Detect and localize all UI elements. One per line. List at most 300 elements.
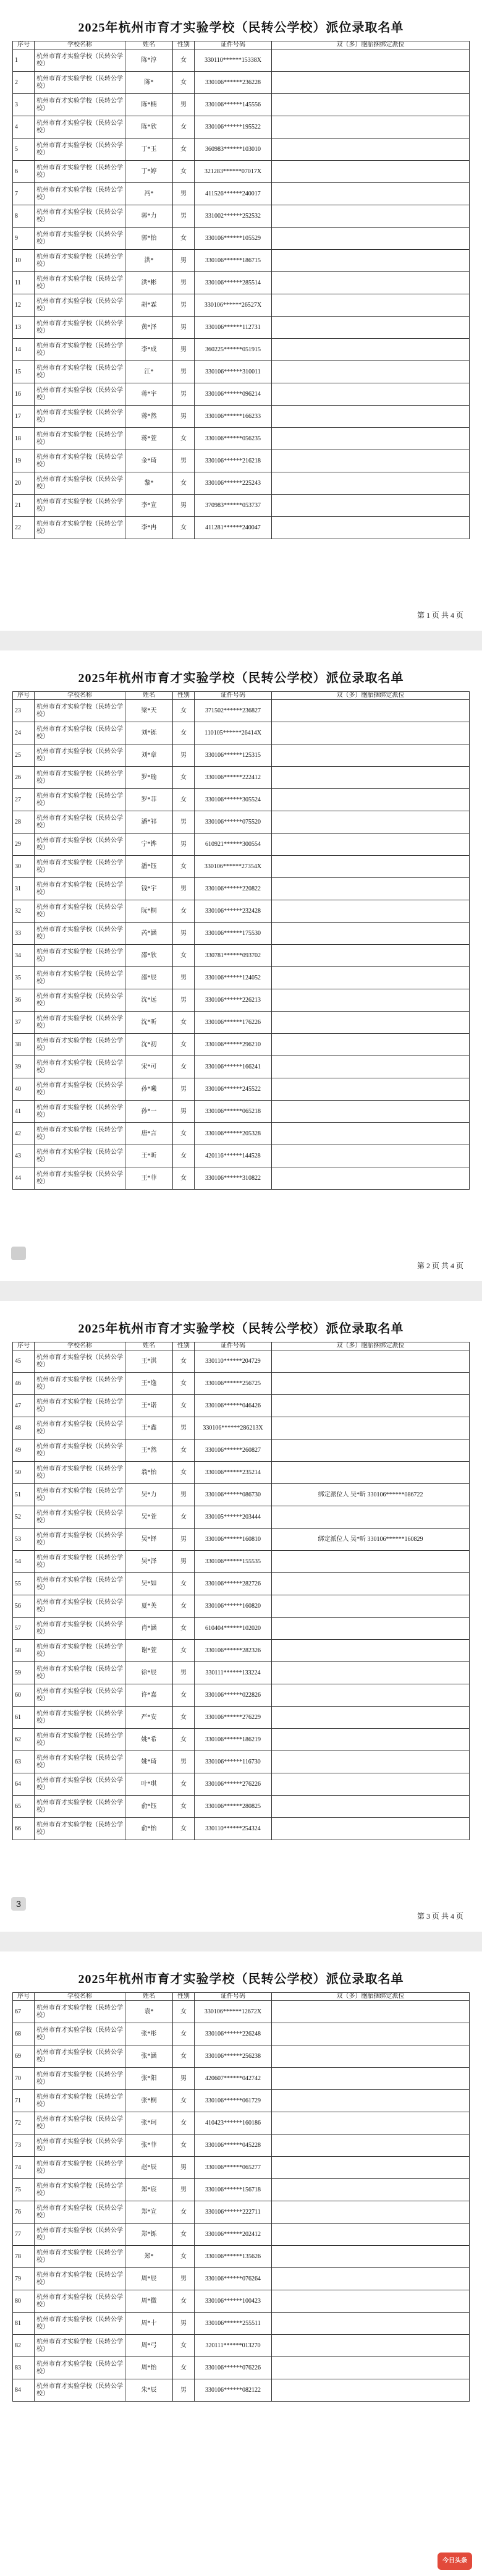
row-index: 84: [13, 2379, 35, 2402]
row-gender: 女: [173, 1123, 195, 1145]
row-gender: 女: [173, 1595, 195, 1618]
table-row: [13, 1595, 470, 1618]
row-gender: 女: [173, 1350, 195, 1373]
row-school: 杭州市育才实验学校（民转公学校）: [35, 2224, 125, 2246]
row-school: 杭州市育才实验学校（民转公学校）: [35, 1034, 125, 1056]
row-gender: 男: [173, 383, 195, 406]
row-twin-binding: [272, 2135, 470, 2157]
row-gender: 男: [173, 967, 195, 989]
row-index: 81: [13, 2313, 35, 2335]
row-school: 杭州市育才实验学校（民转公学校）: [35, 517, 125, 539]
header-index: 序号: [13, 41, 35, 49]
header-gender: 性别: [173, 1993, 195, 2001]
table-row: [13, 1395, 470, 1417]
row-school: 杭州市育才实验学校（民转公学校）: [35, 1056, 125, 1078]
row-twin-binding: [272, 339, 470, 361]
row-gender: 男: [173, 1101, 195, 1123]
row-gender: 男: [173, 294, 195, 317]
row-index: 55: [13, 1573, 35, 1595]
table-header-row: [13, 692, 470, 700]
row-name: 赵*辰: [125, 2157, 173, 2179]
page-badge[interactable]: [11, 1247, 26, 1260]
row-twin-binding: [272, 900, 470, 923]
row-id-number: 330106******202412: [195, 2224, 272, 2246]
row-index: 31: [13, 878, 35, 900]
header-school: 学校名称: [35, 41, 125, 49]
row-name: 王*鑫: [125, 1417, 173, 1439]
row-id-number: 610404******102020: [195, 1618, 272, 1640]
row-school: 杭州市育才实验学校（民转公学校）: [35, 49, 125, 72]
header-name: 姓名: [125, 1342, 173, 1350]
row-gender: 女: [173, 1034, 195, 1056]
row-index: 17: [13, 406, 35, 428]
row-id-number: 330106******256725: [195, 1373, 272, 1395]
header-index: 序号: [13, 692, 35, 700]
row-name: 王*然: [125, 1439, 173, 1462]
header-gender: 性别: [173, 1342, 195, 1350]
row-gender: 男: [173, 1662, 195, 1684]
row-gender: 女: [173, 161, 195, 183]
table-header-row: [13, 1342, 470, 1350]
table-row: [13, 450, 470, 472]
row-name: 沈*远: [125, 989, 173, 1012]
table-row: [13, 1145, 470, 1167]
row-id-number: 330106******135626: [195, 2246, 272, 2268]
row-id-number: 330106******222711: [195, 2201, 272, 2224]
table-row: [13, 2313, 470, 2335]
row-twin-binding: [272, 2268, 470, 2290]
row-id-number: 330106******076264: [195, 2268, 272, 2290]
row-gender: 女: [173, 1773, 195, 1796]
row-id-number: 330106******186715: [195, 250, 272, 272]
row-name: 王*诺: [125, 1395, 173, 1417]
row-school: 杭州市育才实验学校（民转公学校）: [35, 2335, 125, 2357]
row-twin-binding: [272, 1101, 470, 1123]
row-id-number: 330106******160820: [195, 1595, 272, 1618]
row-school: 杭州市育才实验学校（民转公学校）: [35, 361, 125, 383]
header-id-number: 证件号码: [195, 1993, 272, 2001]
row-index: 56: [13, 1595, 35, 1618]
table-row: [13, 1729, 470, 1751]
row-twin-binding: [272, 1773, 470, 1796]
row-school: 杭州市育才实验学校（民转公学校）: [35, 878, 125, 900]
row-index: 44: [13, 1167, 35, 1190]
roster-table: [12, 41, 470, 539]
row-school: 杭州市育才实验学校（民转公学校）: [35, 2045, 125, 2068]
row-index: 24: [13, 722, 35, 744]
row-twin-binding: [272, 1751, 470, 1773]
table-row: [13, 1551, 470, 1573]
row-twin-binding: [272, 945, 470, 967]
row-name: 郑*: [125, 2246, 173, 2268]
row-name: 吴*萱: [125, 1506, 173, 1529]
table-row: [13, 517, 470, 539]
row-id-number: 411281******240047: [195, 517, 272, 539]
row-index: 43: [13, 1145, 35, 1167]
row-index: 13: [13, 317, 35, 339]
row-school: 杭州市育才实验学校（民转公学校）: [35, 250, 125, 272]
row-school: 杭州市育才实验学校（民转公学校）: [35, 1439, 125, 1462]
row-school: 杭州市育才实验学校（民转公学校）: [35, 2268, 125, 2290]
row-twin-binding: [272, 228, 470, 250]
row-index: 34: [13, 945, 35, 967]
row-school: 杭州市育才实验学校（民转公学校）: [35, 116, 125, 139]
row-gender: 女: [173, 517, 195, 539]
row-gender: 女: [173, 767, 195, 789]
row-name: 俞*怡: [125, 1818, 173, 1840]
row-id-number: 330781******093702: [195, 945, 272, 967]
row-name: 吴*泽: [125, 1551, 173, 1573]
row-name: 邵*欣: [125, 945, 173, 967]
table-row: [13, 139, 470, 161]
row-school: 杭州市育才实验学校（民转公学校）: [35, 1373, 125, 1395]
row-name: 阮*桐: [125, 900, 173, 923]
row-id-number: 330106******116730: [195, 1751, 272, 1773]
row-school: 杭州市育才实验学校（民转公学校）: [35, 1618, 125, 1640]
row-id-number: 330106******195522: [195, 116, 272, 139]
row-school: 杭州市育才实验学校（民转公学校）: [35, 339, 125, 361]
row-name: 李*冉: [125, 517, 173, 539]
row-gender: 女: [173, 472, 195, 495]
row-gender: 女: [173, 789, 195, 811]
header-gender: 性别: [173, 692, 195, 700]
row-index: 69: [13, 2045, 35, 2068]
row-school: 杭州市育才实验学校（民转公学校）: [35, 1167, 125, 1190]
row-name: 周*辰: [125, 2268, 173, 2290]
row-id-number: 110105******26414X: [195, 722, 272, 744]
row-twin-binding: [272, 317, 470, 339]
row-twin-binding: [272, 1034, 470, 1056]
row-school: 杭州市育才实验学校（民转公学校）: [35, 1773, 125, 1796]
row-id-number: 330111******133224: [195, 1662, 272, 1684]
row-id-number: 330106******166241: [195, 1056, 272, 1078]
table-row: [13, 2224, 470, 2246]
row-id-number: 360225******051915: [195, 339, 272, 361]
row-school: 杭州市育才实验学校（民转公学校）: [35, 967, 125, 989]
table-header-row: [13, 1993, 470, 2001]
row-gender: 男: [173, 811, 195, 834]
table-row: [13, 228, 470, 250]
row-index: 23: [13, 700, 35, 722]
row-twin-binding: [272, 1167, 470, 1190]
row-name: 周*弓: [125, 2335, 173, 2357]
row-index: 73: [13, 2135, 35, 2157]
row-school: 杭州市育才实验学校（民转公学校）: [35, 139, 125, 161]
row-twin-binding: [272, 1618, 470, 1640]
table-row: [13, 1506, 470, 1529]
header-school: 学校名称: [35, 1342, 125, 1350]
row-school: 杭州市育才实验学校（民转公学校）: [35, 1123, 125, 1145]
row-school: 杭州市育才实验学校（民转公学校）: [35, 2135, 125, 2157]
row-school: 杭州市育才实验学校（民转公学校）: [35, 1529, 125, 1551]
row-twin-binding: [272, 139, 470, 161]
row-school: 杭州市育才实验学校（民转公学校）: [35, 2313, 125, 2335]
page-footer: 第 1 页 共 4 页: [416, 611, 463, 620]
row-name: 张*菲: [125, 2135, 173, 2157]
row-index: 3: [13, 94, 35, 116]
row-index: 57: [13, 1618, 35, 1640]
row-index: 18: [13, 428, 35, 450]
table-row: [13, 49, 470, 72]
row-name: 丁*玉: [125, 139, 173, 161]
row-id-number: 321283******07017X: [195, 161, 272, 183]
table-header-row: [13, 41, 470, 49]
row-index: 72: [13, 2112, 35, 2135]
table-row: [13, 1439, 470, 1462]
table-row: [13, 1818, 470, 1840]
row-twin-binding: [272, 2313, 470, 2335]
row-school: 杭州市育才实验学校（民转公学校）: [35, 1662, 125, 1684]
row-index: 63: [13, 1751, 35, 1773]
table-row: [13, 1707, 470, 1729]
row-id-number: 320111******013270: [195, 2335, 272, 2357]
row-name: 唐*言: [125, 1123, 173, 1145]
row-id-number: 330106******156718: [195, 2179, 272, 2201]
row-name: 肖*涵: [125, 1618, 173, 1640]
row-twin-binding: [272, 1056, 470, 1078]
table-row: [13, 1618, 470, 1640]
row-twin-binding: [272, 406, 470, 428]
row-name: 郭*力: [125, 205, 173, 228]
table-row: [13, 183, 470, 205]
page-title: 2025年杭州市育才实验学校（民转公学校）派位录取名单: [78, 21, 404, 35]
row-gender: 男: [173, 450, 195, 472]
row-name: 黎*: [125, 472, 173, 495]
row-school: 杭州市育才实验学校（民转公学校）: [35, 744, 125, 767]
row-gender: 男: [173, 361, 195, 383]
row-index: 25: [13, 744, 35, 767]
row-gender: 女: [173, 2045, 195, 2068]
document-page-4: [0, 1951, 482, 2576]
row-school: 杭州市育才实验学校（民转公学校）: [35, 1078, 125, 1101]
row-school: 杭州市育才实验学校（民转公学校）: [35, 1012, 125, 1034]
table-row: [13, 361, 470, 383]
table-row: [13, 1684, 470, 1707]
row-index: 15: [13, 361, 35, 383]
table-row: [13, 1662, 470, 1684]
table-row: [13, 161, 470, 183]
row-gender: 女: [173, 1796, 195, 1818]
table-row: [13, 1078, 470, 1101]
row-name: 沈*初: [125, 1034, 173, 1056]
row-index: 40: [13, 1078, 35, 1101]
row-school: 杭州市育才实验学校（民转公学校）: [35, 945, 125, 967]
row-id-number: 420116******144528: [195, 1145, 272, 1167]
table-row: [13, 250, 470, 272]
row-id-number: 330106******27354X: [195, 856, 272, 878]
table-row: [13, 1751, 470, 1773]
row-twin-binding: [272, 2379, 470, 2402]
row-school: 杭州市育才实验学校（民转公学校）: [35, 1350, 125, 1373]
row-id-number: 330106******255511: [195, 2313, 272, 2335]
table-row: [13, 2379, 470, 2402]
row-name: 丁*婷: [125, 161, 173, 183]
row-id-number: 330106******282326: [195, 1640, 272, 1662]
row-twin-binding: [272, 1395, 470, 1417]
table-row: [13, 811, 470, 834]
row-school: 杭州市育才实验学校（民转公学校）: [35, 472, 125, 495]
row-id-number: 330105******203444: [195, 1506, 272, 1529]
row-gender: 女: [173, 1640, 195, 1662]
header-name: 姓名: [125, 1993, 173, 2001]
row-index: 5: [13, 139, 35, 161]
row-name: 蒋*然: [125, 406, 173, 428]
header-id-number: 证件号码: [195, 692, 272, 700]
row-school: 杭州市育才实验学校（民转公学校）: [35, 94, 125, 116]
row-twin-binding: [272, 1684, 470, 1707]
row-school: 杭州市育才实验学校（民转公学校）: [35, 2001, 125, 2023]
row-twin-binding: [272, 923, 470, 945]
row-id-number: 331002******252532: [195, 205, 272, 228]
watermark-logo: 今日头条: [438, 2553, 472, 2570]
table-row: [13, 722, 470, 744]
table-row: [13, 1034, 470, 1056]
row-gender: 女: [173, 2001, 195, 2023]
header-school: 学校名称: [35, 1993, 125, 2001]
row-gender: 男: [173, 183, 195, 205]
row-twin-binding: [272, 2357, 470, 2379]
row-id-number: 330106******305524: [195, 789, 272, 811]
row-index: 62: [13, 1729, 35, 1751]
row-twin-binding: [272, 2023, 470, 2045]
table-row: [13, 1373, 470, 1395]
row-gender: 男: [173, 989, 195, 1012]
row-school: 杭州市育才实验学校（民转公学校）: [35, 2023, 125, 2045]
row-twin-binding: [272, 1551, 470, 1573]
row-school: 杭州市育才实验学校（民转公学校）: [35, 317, 125, 339]
table-row: [13, 294, 470, 317]
row-twin-binding: [272, 1373, 470, 1395]
row-index: 38: [13, 1034, 35, 1056]
page-separator: [0, 631, 482, 650]
row-twin-binding: [272, 1145, 470, 1167]
row-twin-binding: [272, 1123, 470, 1145]
row-twin-binding: [272, 1439, 470, 1462]
row-twin-binding: [272, 700, 470, 722]
row-id-number: 330106******310822: [195, 1167, 272, 1190]
row-gender: 女: [173, 1395, 195, 1417]
row-index: 20: [13, 472, 35, 495]
row-index: 8: [13, 205, 35, 228]
row-gender: 男: [173, 1484, 195, 1506]
row-name: 洪*彬: [125, 272, 173, 294]
row-index: 58: [13, 1640, 35, 1662]
header-twin-binding: 双（多）胞胎捆绑定派位: [272, 1342, 470, 1350]
row-name: 姚*琦: [125, 1751, 173, 1773]
row-name: 潘*祁: [125, 811, 173, 834]
row-twin-binding: [272, 2090, 470, 2112]
row-school: 杭州市育才实验学校（民转公学校）: [35, 1506, 125, 1529]
table-row: [13, 383, 470, 406]
row-twin-binding: [272, 1595, 470, 1618]
row-name: 夏*芙: [125, 1595, 173, 1618]
row-index: 67: [13, 2001, 35, 2023]
row-id-number: 330106******145556: [195, 94, 272, 116]
row-twin-binding: [272, 116, 470, 139]
row-gender: 女: [173, 139, 195, 161]
row-id-number: 330106******096214: [195, 383, 272, 406]
row-name: 姚*希: [125, 1729, 173, 1751]
row-name: 俞*钰: [125, 1796, 173, 1818]
row-gender: 女: [173, 722, 195, 744]
row-id-number: 330106******045228: [195, 2135, 272, 2157]
row-twin-binding: [272, 2001, 470, 2023]
row-school: 杭州市育才实验学校（民转公学校）: [35, 450, 125, 472]
row-id-number: 330106******056235: [195, 428, 272, 450]
row-school: 杭州市育才实验学校（民转公学校）: [35, 1462, 125, 1484]
row-twin-binding: 绑定派位人 吴*昕 330106******086722: [272, 1484, 470, 1506]
table-row: [13, 945, 470, 967]
row-id-number: 330106******186219: [195, 1729, 272, 1751]
table-row: [13, 700, 470, 722]
row-index: 26: [13, 767, 35, 789]
table-row: [13, 878, 470, 900]
row-id-number: 330110******15338X: [195, 49, 272, 72]
row-index: 49: [13, 1439, 35, 1462]
row-index: 66: [13, 1818, 35, 1840]
row-twin-binding: [272, 811, 470, 834]
row-name: 严*安: [125, 1707, 173, 1729]
row-id-number: 330106******205328: [195, 1123, 272, 1145]
table-row: [13, 2112, 470, 2135]
row-id-number: 330106******232428: [195, 900, 272, 923]
row-id-number: 330106******286213X: [195, 1417, 272, 1439]
row-school: 杭州市育才实验学校（民转公学校）: [35, 383, 125, 406]
row-name: 张*珂: [125, 2112, 173, 2135]
header-id-number: 证件号码: [195, 41, 272, 49]
row-gender: 男: [173, 2379, 195, 2402]
page-separator: [0, 1281, 482, 1301]
row-name: 袁*: [125, 2001, 173, 2023]
row-name: 洪*: [125, 250, 173, 272]
row-gender: 男: [173, 878, 195, 900]
table-row: [13, 1123, 470, 1145]
table-row: [13, 2246, 470, 2268]
page-badge[interactable]: 3: [11, 1897, 26, 1911]
row-id-number: 610921******300554: [195, 834, 272, 856]
header-school: 学校名称: [35, 692, 125, 700]
table-row: [13, 72, 470, 94]
row-name: 郭*怡: [125, 228, 173, 250]
row-id-number: 330106******065218: [195, 1101, 272, 1123]
row-school: 杭州市育才实验学校（民转公学校）: [35, 722, 125, 744]
row-id-number: 330106******280825: [195, 1796, 272, 1818]
row-name: 胡*霖: [125, 294, 173, 317]
row-id-number: 370983******053737: [195, 495, 272, 517]
row-twin-binding: [272, 2290, 470, 2313]
row-school: 杭州市育才实验学校（民转公学校）: [35, 1417, 125, 1439]
row-name: 陈*楠: [125, 94, 173, 116]
row-school: 杭州市育才实验学校（民转公学校）: [35, 205, 125, 228]
row-gender: 男: [173, 2313, 195, 2335]
row-gender: 男: [173, 2179, 195, 2201]
row-twin-binding: [272, 2179, 470, 2201]
row-school: 杭州市育才实验学校（民转公学校）: [35, 1751, 125, 1773]
row-gender: 女: [173, 72, 195, 94]
row-name: 罗*菲: [125, 789, 173, 811]
row-twin-binding: [272, 2246, 470, 2268]
table-row: [13, 2023, 470, 2045]
table-row: [13, 923, 470, 945]
row-id-number: 330106******046426: [195, 1395, 272, 1417]
row-index: 41: [13, 1101, 35, 1123]
row-id-number: 330106******245522: [195, 1078, 272, 1101]
row-gender: 女: [173, 1012, 195, 1034]
row-id-number: 411526******240017: [195, 183, 272, 205]
row-index: 64: [13, 1773, 35, 1796]
table-row: [13, 406, 470, 428]
row-gender: 男: [173, 1417, 195, 1439]
